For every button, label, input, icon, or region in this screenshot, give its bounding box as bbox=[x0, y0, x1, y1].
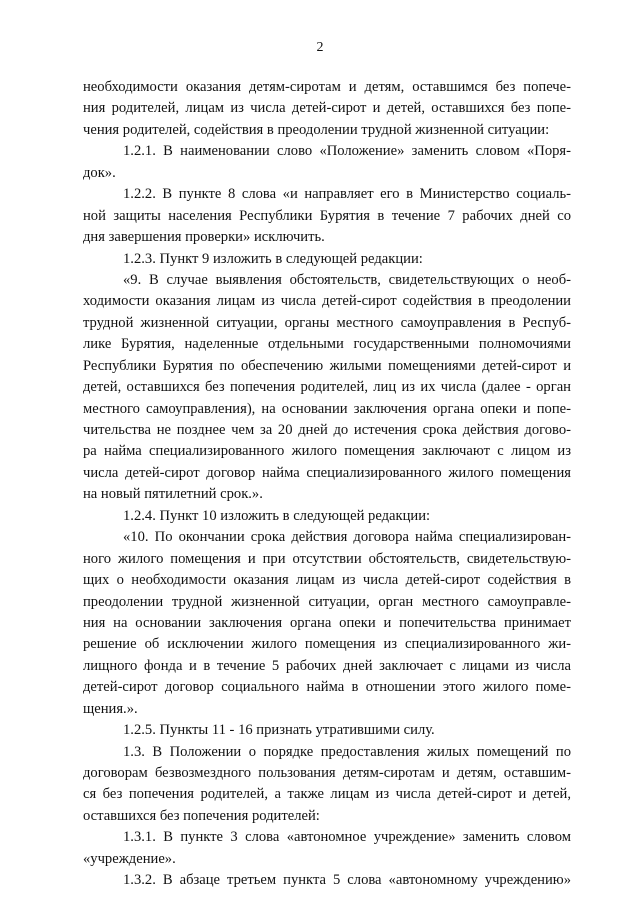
text-line: трудной жизненной ситуации, органы местного самоуправления в Респуб- bbox=[83, 314, 571, 331]
text-line: ра найма специализированного жилого помещения заключают с лицом из bbox=[83, 443, 571, 460]
text-line: преодолении трудной жизненной ситуации, орган местного самоуправле- bbox=[83, 593, 571, 610]
document-body bbox=[83, 77, 571, 892]
text-line: оставшихся без попечения родителей: bbox=[83, 807, 320, 824]
text-line: ния родителей, лицам из числа детей-сирот и детей, оставшихся без попе- bbox=[83, 100, 571, 117]
text-line: 1.3.1. В пункте 3 слова «автономное учреждение» заменить словом bbox=[123, 829, 571, 846]
text-line: док». bbox=[83, 164, 116, 181]
text-line: 1.2.3. Пункт 9 изложить в следующей редакции: bbox=[123, 250, 423, 267]
text-line: договорам безвозмездного пользования детям-сиротам и детям, оставшим- bbox=[83, 765, 571, 781]
text-line: лике Бурятия, наделенные отдельными государственными полномочиями bbox=[83, 336, 571, 353]
text-line: необходимости оказания детям-сиротам и детям, оставшимся без попече- bbox=[83, 79, 571, 95]
text-line: «9. В случае выявления обстоятельств, свидетельствующих о необ- bbox=[123, 271, 571, 288]
text-line: 1.2.2. В пункте 8 слова «и направляет его в Министерство социаль- bbox=[123, 186, 571, 203]
page-number: 2 bbox=[316, 40, 324, 55]
text-line: решение об исключении жилого помещения из специализированного жи- bbox=[83, 636, 571, 653]
text-line: ного жилого помещения и при отсутствии обстоятельств, свидетельствую- bbox=[83, 550, 571, 567]
text-line: детей-сирот договор социального найма в отношении этого жилого поме- bbox=[83, 679, 571, 696]
text-line: 1.2.5. Пункты 11 - 16 признать утратившими силу. bbox=[123, 722, 435, 739]
text-line: щения.». bbox=[83, 700, 138, 717]
text-line: «учреждение». bbox=[83, 850, 176, 867]
text-line: ния на основании заключения органа опеки и попечительства принимает bbox=[83, 614, 571, 631]
text-line: Республики Бурятия по обеспечению жилыми помещениями детей-сирот и bbox=[83, 357, 571, 374]
text-line: ходимости оказания лицам из числа детей-сирот содействия в преодолении bbox=[83, 293, 571, 310]
text-line: 1.2.4. Пункт 10 изложить в следующей редакции: bbox=[123, 507, 431, 524]
text-line: лищного фонда и в течение 5 рабочих дней заключает с лицами из числа bbox=[83, 657, 571, 674]
text-line: дня завершения проверки» исключить. bbox=[83, 229, 325, 246]
text-line: 1.3. В Положении о порядке предоставления жилых помещений по bbox=[123, 743, 571, 760]
text-line: щих о необходимости оказания лицам из числа детей-сирот содействия в bbox=[83, 572, 571, 589]
text-line: ной защиты населения Республики Бурятия в течение 7 рабочих дней со bbox=[83, 207, 571, 224]
text-line: числа детей-сирот договор найма специализированного жилого помещения bbox=[83, 464, 571, 481]
text-line: детей, оставшихся без попечения родителей, лиц из их числа (далее - орган bbox=[83, 379, 571, 396]
text-line: чительства не позднее чем за 20 дней до истечения срока действия догово- bbox=[83, 422, 571, 438]
text-line: ся без попечения родителей, а также лицам из числа детей-сирот и детей, bbox=[83, 786, 571, 803]
text-line: 1.3.2. В абзаце третьем пункта 5 слова «автономному учреждению» bbox=[123, 872, 571, 889]
text-line: на новый пятилетний срок.». bbox=[83, 486, 263, 503]
text-line: 1.2.1. В наименовании слово «Положение» заменить словом «Поря- bbox=[123, 143, 571, 160]
text-line: местного самоуправления), на основании заключения органа опеки и попе- bbox=[83, 400, 571, 417]
text-line: чения родителей, содействия в преодолении трудной жизненной ситуации: bbox=[83, 121, 550, 138]
text-line: «10. По окончании срока действия договора найма специализирован- bbox=[123, 529, 571, 546]
